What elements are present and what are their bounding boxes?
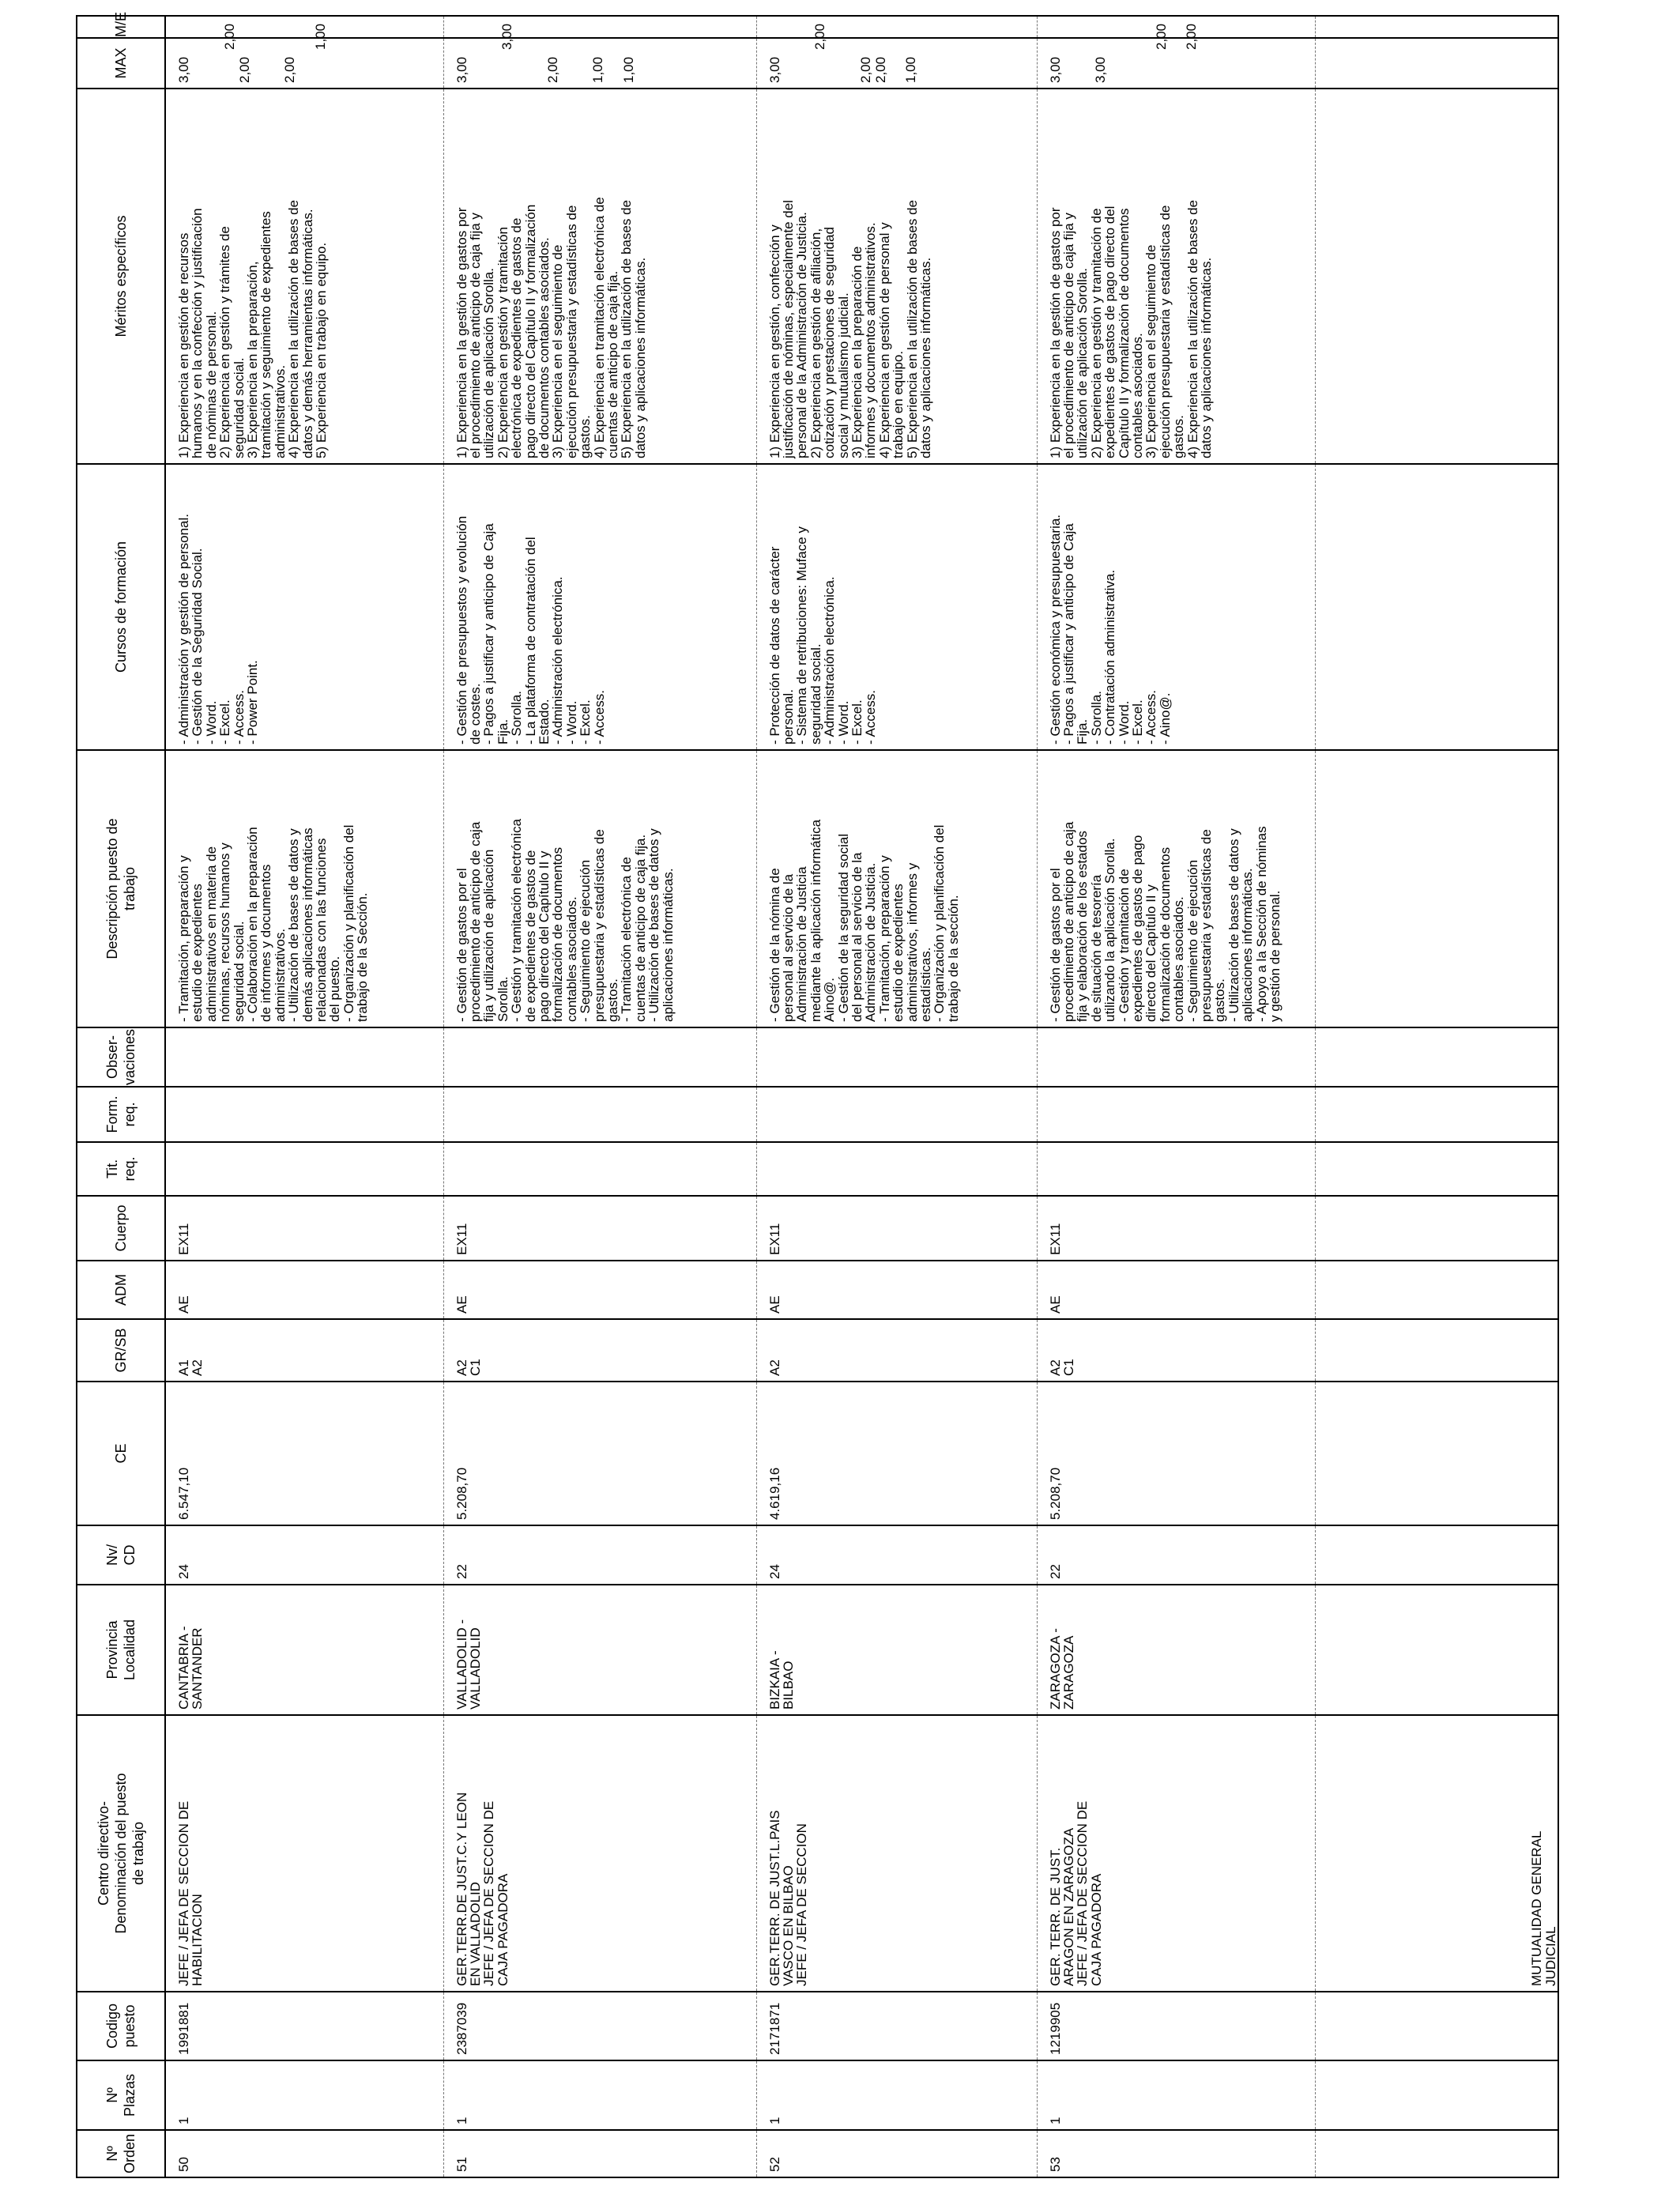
cell-adm: AE <box>443 1261 756 1319</box>
cell-plazas: 1 <box>443 2060 756 2130</box>
max-value: 3,00 <box>1047 56 1063 83</box>
cell-max <box>165 23 443 89</box>
cell-orden: 51 <box>443 2130 756 2177</box>
header-codigo: Codigo puesto <box>77 1992 165 2060</box>
cell-provincia: CANTABRIA - SANTANDER <box>165 1585 443 1715</box>
cell-plazas <box>1315 2060 1558 2130</box>
table-row <box>443 16 756 2177</box>
header-grupo: GR/SB <box>77 1319 165 1382</box>
table-row <box>165 16 443 2177</box>
cell-meritos: 1) Experiencia en gestión, confección y justificación de nóminas, especialmente del personal de la Administración de Justicia. 2) Experiencia en gestión de afiliación, cotización y prestaciones de seguridad social y mutualismo judicial. 3) Experiencia en la preparación de informes y documentos administrativos. 4) Experiencia en gestión de personal y trabajo en equipo. 5) Experiencia en la utilización de bases de datos y aplicaciones informáticas. <box>756 89 1037 464</box>
header-max: MAX <box>77 38 165 89</box>
cell-observaciones <box>1037 1027 1315 1087</box>
cell-cursos: - Protección de datos de carácter personal. - Sistema de retribuciones: Muface y seguridad social. - Administración electrónica. - Word. - Excel. - Access. <box>756 464 1037 750</box>
cell-titulacion <box>1037 1142 1315 1196</box>
max-value: 2,00 <box>1184 23 1200 50</box>
cell-provincia <box>1315 1585 1558 1715</box>
header-observaciones: Obser- vaciones <box>77 1027 165 1087</box>
cell-grupo: A2 C1 <box>443 1319 756 1382</box>
cell-descripcion: - Tramitación, preparación y estudio de expedientes administrativos en materia de nóminas, recursos humanos y seguridad social. - Colaboración en la preparación de informes y documentos administrativos. - Utilización de bases de datos y demás aplicaciones informáticas relacionadas con las funciones del puesto. - Organización y planificación del trabajo de la Sección. <box>165 750 443 1027</box>
cell-plazas: 1 <box>756 2060 1037 2130</box>
cell-orden <box>1315 2130 1558 2177</box>
cell-cursos: - Administración y gestión de personal. - Gestión de la Seguridad Social. - Word. - Excel. - Access. - Power Point. <box>165 464 443 750</box>
cell-formacion <box>1037 1087 1315 1142</box>
cell-me <box>165 16 443 38</box>
cell-observaciones <box>1315 1027 1558 1087</box>
cell-adm: AE <box>165 1261 443 1319</box>
max-value: 1,00 <box>590 56 606 83</box>
header-titulacion: Tit. req. <box>77 1142 165 1196</box>
header-me: M/E <box>77 16 165 38</box>
cell-meritos: 1) Experiencia en la gestión de gastos por el procedimiento de anticipo de caja fija y utilización de aplicación Sorolla. 2) Experiencia en gestión y tramitación electrónica de expedientes de gastos de pago directo del Capítulo II y formalización de documentos contables asociados. 3) Experiencia en el seguimiento de ejecución presupuestaria y estadísticas de gastos. 4) Experiencia en tramitación electrónica de cuentas de anticipo de caja fija. 5) Experiencia en la utilización de bases de datos y aplicaciones informáticas. <box>443 89 756 464</box>
cell-max <box>756 23 1037 89</box>
cell-ce: 6.547,10 <box>165 1382 443 1525</box>
header-adm: ADM <box>77 1261 165 1319</box>
cell-orden: 53 <box>1037 2130 1315 2177</box>
max-value: 2,00 <box>812 23 828 50</box>
cell-adm: AE <box>756 1261 1037 1319</box>
cell-cursos: - Gestión de presupuestos y evolución de costes. - Pagos a justificar y anticipo de Caja Fija. - Sorolla. - La plataforma de contratación del Estado. - Administración electrónica. - Word. - Excel. - Access. <box>443 464 756 750</box>
cell-centro: GER.TERR.DE JUST.C.Y LEON EN VALLADOLID JEFE / JEFA DE SECCION DE CAJA PAGADORA <box>443 1715 756 1992</box>
cell-provincia: ZARAGOZA - ZARAGOZA <box>1037 1585 1315 1715</box>
cell-nivel: 22 <box>443 1525 756 1585</box>
cell-adm <box>1315 1261 1558 1319</box>
cell-ce: 5.208,70 <box>1037 1382 1315 1525</box>
table-row <box>756 16 1037 2177</box>
cell-nivel: 24 <box>756 1525 1037 1585</box>
header-cuerpo: Cuerpo <box>77 1196 165 1261</box>
cell-centro: GER. TERR. DE JUST. ARAGON EN ZARAGOZA JEFE / JEFA DE SECCION DE CAJA PAGADORA <box>1037 1715 1315 1992</box>
cell-grupo <box>1315 1319 1558 1382</box>
cell-formacion <box>165 1087 443 1142</box>
cell-provincia: BIZKAIA - BILBAO <box>756 1585 1037 1715</box>
cell-nivel <box>1315 1525 1558 1585</box>
cell-observaciones <box>756 1027 1037 1087</box>
next-centro-directivo: MUTUALIDAD GENERAL JUDICIAL <box>1529 1830 1558 1986</box>
cell-me <box>1315 16 1558 38</box>
cell-descripcion: - Gestión de la nómina de personal al servicio de la Administración de Justicia mediante la aplicación informática Aino@. - Gestión de la seguridad social del personal al servicio de la Administración de Justicia. - Tramitación, preparación y estudio de expedientes administrativos, informes y estadísticas. - Organización y planificación del trabajo de la sección. <box>756 750 1037 1027</box>
cell-orden: 50 <box>165 2130 443 2177</box>
cell-centro <box>1315 1715 1558 1992</box>
cell-cursos <box>1315 464 1558 750</box>
header-meritos: Méritos específicos <box>77 89 165 464</box>
cell-codigo: 2171871 <box>756 1992 1037 2060</box>
cell-cuerpo: EX11 <box>756 1196 1037 1261</box>
cell-max <box>1037 23 1315 89</box>
cell-nivel: 22 <box>1037 1525 1315 1585</box>
max-value: 1,00 <box>312 23 328 50</box>
cell-plazas: 1 <box>165 2060 443 2130</box>
max-value: 1,00 <box>620 56 636 83</box>
cell-me <box>756 16 1037 38</box>
cell-max <box>1315 38 1558 89</box>
cell-adm: AE <box>1037 1261 1315 1319</box>
cell-max <box>443 23 756 89</box>
max-value: 2,00 <box>221 23 237 50</box>
max-value: 3,00 <box>176 56 191 83</box>
cell-formacion <box>443 1087 756 1142</box>
max-value: 3,00 <box>454 56 469 83</box>
cell-descripcion: - Gestión de gastos por el procedimiento de anticipo de caja fija y elaboración de los estados de situación de tesorería utilizando la aplicación Sorolla. - Gestión y tramitación de expedientes de gastos de pago directo del Capítulo II y formalización de documentos contables asociados. - Seguimiento de ejecución presupuestaria y estadísticas de gastos. - Utilización de bases de datos y aplicaciones informáticas. - Apoyo a la Sección de nóminas y gestión de personal. <box>1037 750 1315 1027</box>
cell-formacion <box>756 1087 1037 1142</box>
cell-ce: 5.208,70 <box>443 1382 756 1525</box>
cell-meritos <box>1315 89 1558 464</box>
cell-codigo: 1991881 <box>165 1992 443 2060</box>
max-value: 3,00 <box>767 56 782 83</box>
cell-grupo: A2 <box>756 1319 1037 1382</box>
cell-centro: JEFE / JEFA DE SECCION DE HABILITACION <box>165 1715 443 1992</box>
cell-orden: 52 <box>756 2130 1037 2177</box>
cell-titulacion <box>165 1142 443 1196</box>
max-value: 3,00 <box>499 23 515 50</box>
cell-formacion <box>1315 1087 1558 1142</box>
cell-centro: GER.TERR. DE JUST.L.PAIS VASCO EN BILBAO JEFE / JEFA DE SECCION <box>756 1715 1037 1992</box>
header-cursos: Cursos de formación <box>77 464 165 750</box>
cell-codigo: 2387039 <box>443 1992 756 2060</box>
cell-cuerpo <box>1315 1196 1558 1261</box>
cell-plazas: 1 <box>1037 2060 1315 2130</box>
cell-descripcion: - Gestión de gastos por el procedimiento de anticipo de caja fija y utilización de aplicación Sorolla. - Gestión y tramitación electrónica de expedientes de gastos de pago directo del Capítulo II y formalización de documentos contables asociados. - Seguimiento de ejecución presupuestaria y estadísticas de gastos. - Tramitación electrónica de cuentas de anticipo de caja fija. - Utilización de bases de datos y aplicaciones informáticas. <box>443 750 756 1027</box>
header-centro: Centro directivo- Denominación del puesto de trabajo <box>77 1715 165 1992</box>
cell-titulacion <box>756 1142 1037 1196</box>
cell-titulacion <box>443 1142 756 1196</box>
header-orden: Nº Orden <box>77 2130 165 2177</box>
header-formacion: Form. req. <box>77 1087 165 1142</box>
header-nivel: Nv/ CD <box>77 1525 165 1585</box>
header-plazas: Nº Plazas <box>77 2060 165 2130</box>
max-value: 2,00 <box>857 56 873 83</box>
max-value: 3,00 <box>1093 56 1109 83</box>
cell-observaciones <box>165 1027 443 1087</box>
max-value: 2,00 <box>544 56 560 83</box>
cell-codigo: 1219905 <box>1037 1992 1315 2060</box>
cell-cursos: - Gestión económica y presupuestaria. - Pagos a justificar y anticipo de Caja Fija. - Sorolla. - Contratación administrativa. - Word. - Excel. - Access. - Aino@. <box>1037 464 1315 750</box>
table-row <box>1037 16 1315 2177</box>
cell-meritos: 1) Experiencia en gestión de recursos humanos y en la confección y justificación de nóminas de personal. 2) Experiencia en gestión y trámites de seguridad social. 3) Experiencia en la preparación, tramitación y seguimiento de expedientes administrativos. 4) Experiencia en la utilización de bases de datos y demás herramientas informáticas. 5) Experiencia en trabajo en equipo. <box>165 89 443 464</box>
cell-ce <box>1315 1382 1558 1525</box>
job-listing-table <box>76 11 1559 2178</box>
cell-me <box>443 16 756 38</box>
table-row-continuation <box>1315 16 1558 2177</box>
cell-meritos: 1) Experiencia en la gestión de gastos por el procedimiento de anticipo de caja fija y utilización de aplicación Sorolla. 2) Experiencia en gestión y tramitación de expedientes de gastos de pago directo del Capítulo II y formalización de documentos contables asociados. 3) Experiencia en el seguimiento de ejecución presupuestaria y estadísticas de gastos. 4) Experiencia en la utilización de bases de datos y aplicaciones informáticas. <box>1037 89 1315 464</box>
header-ce: CE <box>77 1382 165 1525</box>
cell-ce: 4.619,16 <box>756 1382 1037 1525</box>
max-value: 2,00 <box>282 56 298 83</box>
max-value: 2,00 <box>236 56 252 83</box>
cell-codigo <box>1315 1992 1558 2060</box>
cell-cuerpo: EX11 <box>1037 1196 1315 1261</box>
cell-titulacion <box>1315 1142 1558 1196</box>
cell-grupo: A2 C1 <box>1037 1319 1315 1382</box>
header-descripcion: Descripción puesto de trabajo <box>77 750 165 1027</box>
cell-cuerpo: EX11 <box>443 1196 756 1261</box>
cell-me <box>1037 16 1315 38</box>
cell-observaciones <box>443 1027 756 1087</box>
cell-provincia: VALLADOLID - VALLADOLID <box>443 1585 756 1715</box>
cell-grupo: A1 A2 <box>165 1319 443 1382</box>
max-value: 2,00 <box>872 56 888 83</box>
cell-cuerpo: EX11 <box>165 1196 443 1261</box>
cell-descripcion <box>1315 750 1558 1027</box>
max-value: 2,00 <box>1153 23 1169 50</box>
header-row <box>77 16 165 2177</box>
max-value: 1,00 <box>903 56 919 83</box>
cell-nivel: 24 <box>165 1525 443 1585</box>
header-provincia: Provincia Localidad <box>77 1585 165 1715</box>
